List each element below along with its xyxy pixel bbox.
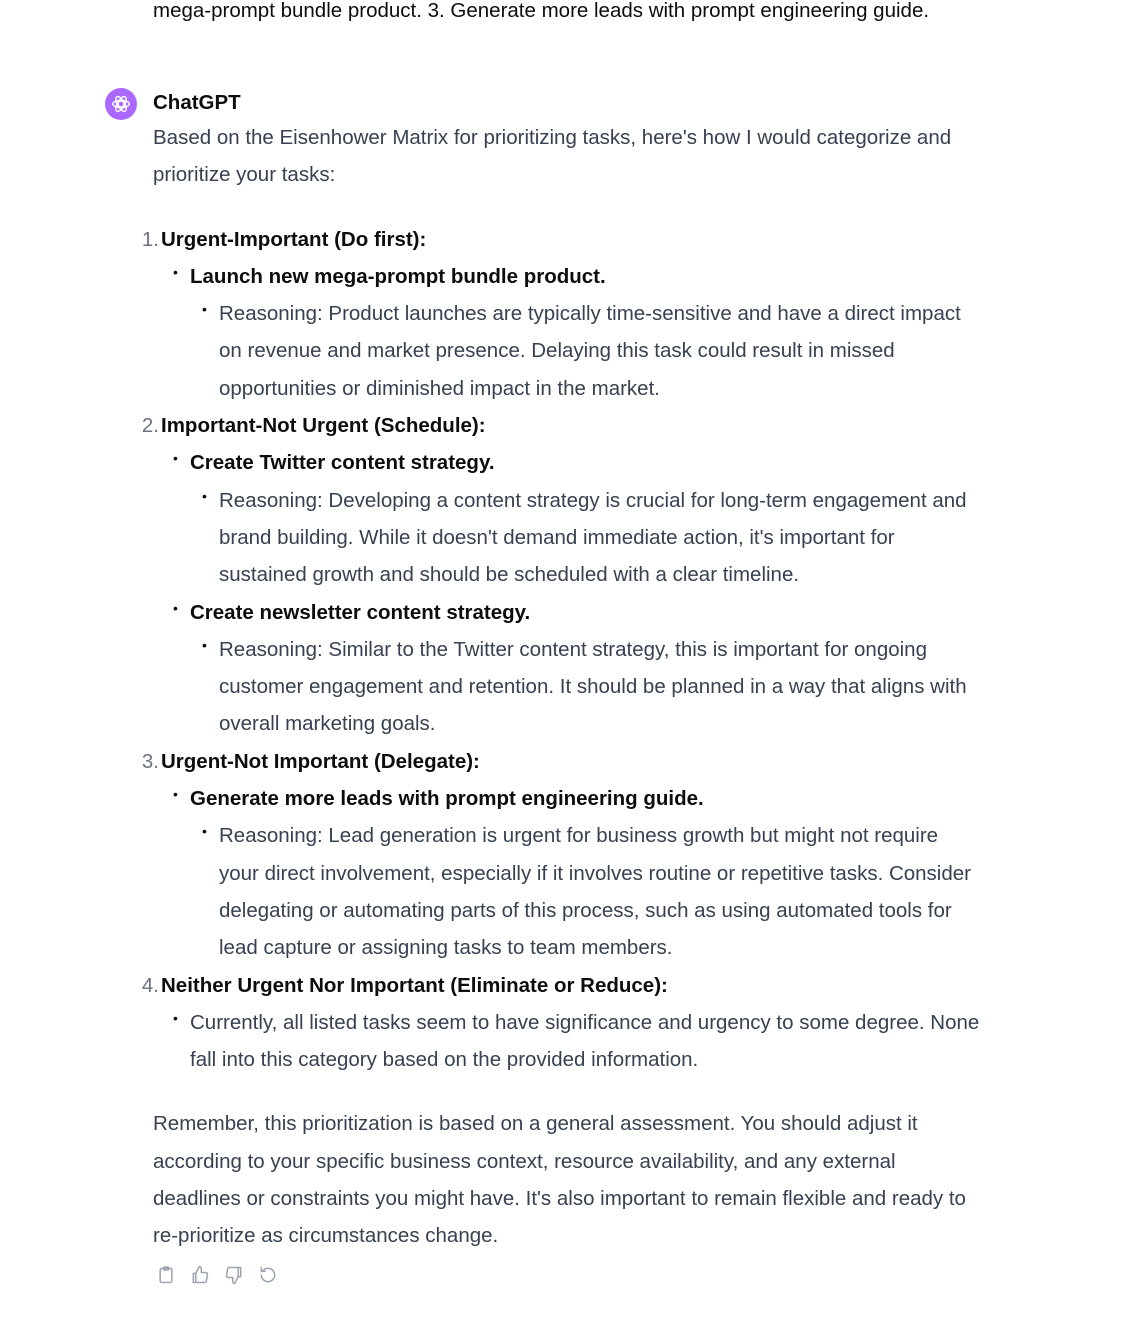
thumbs-down-icon <box>224 1265 244 1285</box>
bullet-icon: • <box>202 301 207 318</box>
category-item <box>141 967 983 1079</box>
previous-message-text: mega-prompt bundle product. 3. Generate more leads with prompt engineering guide. <box>153 0 930 22</box>
category-item <box>141 743 983 967</box>
message-outro: Remember, this prioritization is based on a general assessment. You should adjust it according to your specific business context, resource availability, and any external deadlines or constraints you might have. It's also important to remain flexible and ready to re-prioritize as circumstances change. <box>153 1112 966 1248</box>
category-number: 4. <box>141 973 159 997</box>
reason-list <box>190 482 983 594</box>
task-list <box>161 444 983 742</box>
category-number: 2. <box>141 414 159 438</box>
assistant-message <box>141 119 983 1255</box>
task-title: Create Twitter content strategy. <box>190 451 495 475</box>
reason-item <box>190 295 983 407</box>
thumbs-up-icon <box>190 1265 210 1285</box>
task-item <box>161 780 983 966</box>
reason-item <box>190 482 983 594</box>
bullet-icon: • <box>202 823 207 840</box>
category-number: 3. <box>141 749 159 773</box>
bullet-icon: • <box>173 1009 178 1026</box>
bullet-icon: • <box>202 636 207 653</box>
bullet-icon: • <box>173 786 178 803</box>
reason-text: Reasoning: Developing a content strategy is crucial for long-term engagement and brand building. While it doesn't demand immediate action, it's important for sustained growth and should be scheduled with a clear timeline. <box>219 488 967 587</box>
thumbs-down-button[interactable] <box>223 1264 245 1286</box>
note-list <box>161 1004 983 1079</box>
category-item <box>141 407 983 743</box>
category-number: 1. <box>141 227 159 251</box>
reason-list <box>190 817 983 966</box>
openai-logo-icon <box>110 93 132 115</box>
bullet-icon: • <box>173 450 178 467</box>
bullet-icon: • <box>202 487 207 504</box>
reason-list <box>190 295 983 407</box>
message-intro: Based on the Eisenhower Matrix for prioritizing tasks, here's how I would categorize and prioritize your tasks: <box>153 126 952 187</box>
category-title: Neither Urgent Nor Important (Eliminate or Reduce): <box>161 973 668 997</box>
reason-text: Reasoning: Similar to the Twitter content strategy, this is important for ongoing customer engagement and retention. It should be planned in a way that aligns with overall marketing goals. <box>219 637 967 736</box>
message-actions <box>155 1264 279 1286</box>
note-item <box>161 1004 983 1079</box>
task-list <box>161 780 983 966</box>
category-title: Important-Not Urgent (Schedule): <box>161 414 486 438</box>
chatgpt-avatar <box>105 88 137 120</box>
task-list <box>161 258 983 407</box>
bullet-icon: • <box>173 599 178 616</box>
category-title: Urgent-Not Important (Delegate): <box>161 749 480 773</box>
reason-text: Reasoning: Product launches are typically time-sensitive and have a direct impact on revenue and market presence. Delaying this task could result in missed opportunities or diminished impact in the market. <box>219 302 961 400</box>
copy-button[interactable] <box>155 1264 177 1286</box>
copy-icon <box>156 1265 176 1285</box>
reason-text: Reasoning: Lead generation is urgent for business growth but might not require your direct involvement, especially if it involves routine or repetitive tasks. Consider delegating or automating parts of this process, such as using automated tools for lead capture or assigning tasks to team members. <box>219 824 971 960</box>
task-title: Generate more leads with prompt engineering guide. <box>190 787 704 811</box>
thumbs-up-button[interactable] <box>189 1264 211 1286</box>
note-text: Currently, all listed tasks seem to have significance and urgency to some degree. None fall into this category based on the provided information. <box>190 1010 980 1072</box>
regenerate-button[interactable] <box>257 1264 279 1286</box>
task-item <box>161 594 983 743</box>
category-item <box>141 221 983 407</box>
category-title: Urgent-Important (Do first): <box>161 227 427 251</box>
reason-item <box>190 631 983 743</box>
bullet-icon: • <box>173 263 178 280</box>
task-item <box>161 444 983 593</box>
message-author: ChatGPT <box>153 91 241 114</box>
regenerate-icon <box>258 1265 278 1285</box>
task-title: Create newsletter content strategy. <box>190 600 531 624</box>
task-item <box>161 258 983 407</box>
task-title: Launch new mega-prompt bundle product. <box>190 264 606 288</box>
category-list <box>141 221 983 1079</box>
reason-list <box>190 631 983 743</box>
reason-item <box>190 817 983 966</box>
